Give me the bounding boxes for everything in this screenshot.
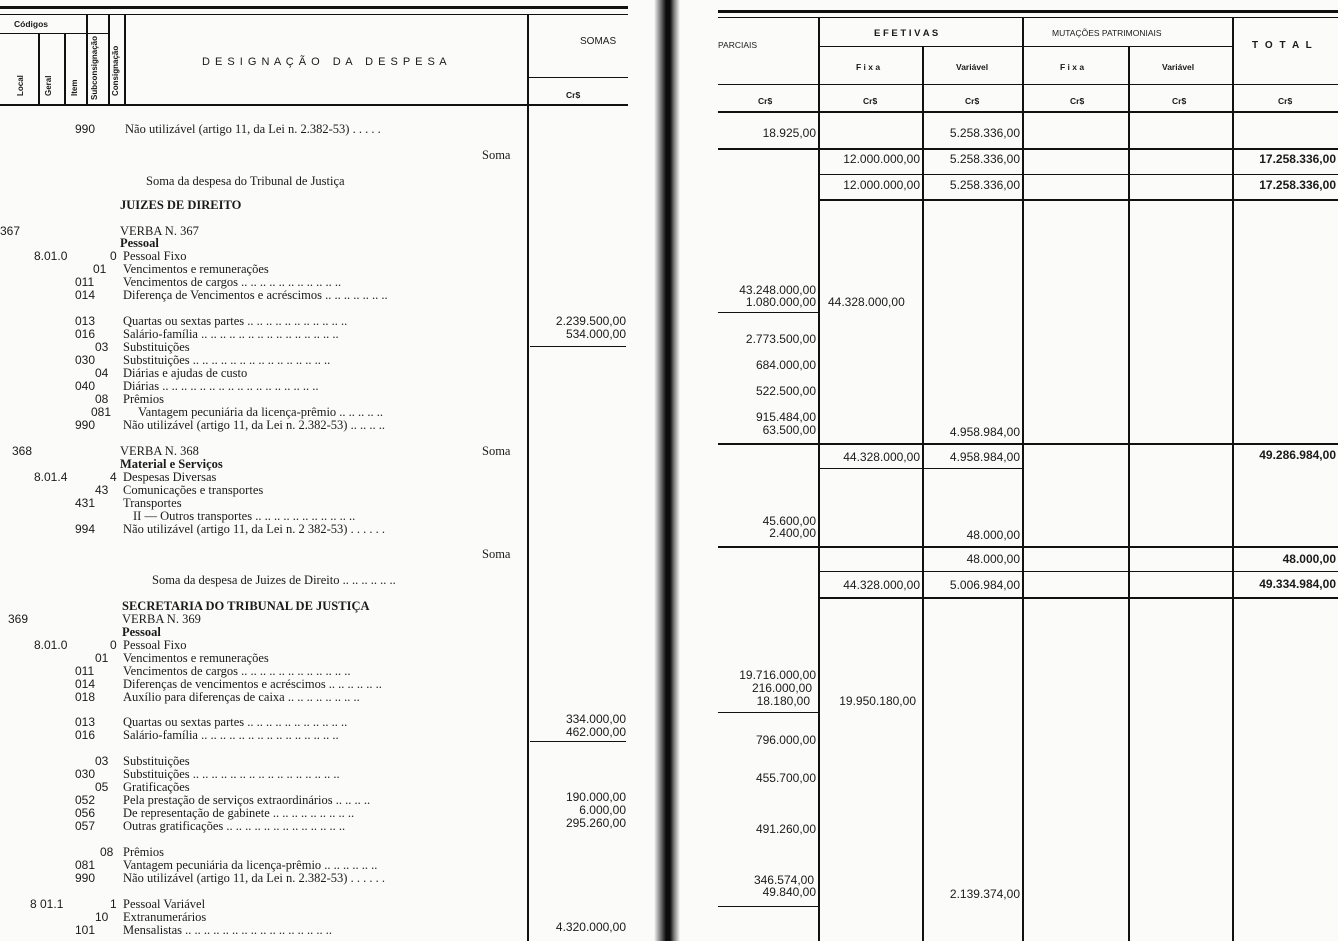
line-text: Despesas Diversas	[123, 470, 217, 484]
variavel-value: 4.958.984,00	[949, 425, 1020, 439]
sub-code: 431	[75, 496, 96, 510]
sub-code: 08	[95, 392, 109, 406]
line-text: Outras gratificações .. .. .. .. .. .. .. .. .. .. .. .. ..	[123, 819, 346, 833]
sum-rule	[718, 712, 818, 713]
line-text: Quartas ou sextas partes .. .. .. .. .. .. .. .. .. .. ..	[123, 715, 348, 729]
sub-code: 018	[75, 690, 96, 704]
line-text: Não utilizável (artigo 11, da Lei n. 2 382-53) . . . . . .	[123, 522, 385, 536]
parcial-value: 2.773.500,00	[745, 332, 816, 346]
total-value: 17.258.336,00	[1259, 178, 1336, 192]
fixa-header: F i x a	[856, 62, 881, 72]
fixa-value: 12.000.000,00	[843, 152, 920, 166]
soma-value: 295.260,00	[565, 816, 626, 830]
parcial-value: 915.484,00	[755, 410, 816, 424]
line-text: Diárias .. .. .. .. .. .. .. .. .. .. .. .. .. .. .. .. ..	[123, 379, 319, 393]
sum-rule	[718, 906, 818, 907]
sub-code: 01	[95, 651, 109, 665]
currency-label: Cr$	[758, 96, 773, 106]
currency-label: Cr$	[965, 96, 980, 106]
fixa-value: 19.950.180,00	[839, 694, 916, 708]
soma-value: 190.000,00	[565, 790, 626, 804]
col-divider	[124, 14, 126, 104]
codigos-rule	[0, 33, 110, 34]
parcial-value: 49.840,00	[762, 885, 816, 899]
sub-code: 03	[95, 754, 109, 768]
header-top-rule	[718, 10, 1338, 13]
sub-code: 014	[75, 288, 96, 302]
soma-label: Soma	[482, 444, 511, 458]
parcial-value: 216.000,00	[751, 681, 812, 695]
variavel-header: Variável	[956, 62, 989, 72]
line-text: Prêmios	[123, 845, 164, 859]
sub-code: 081	[75, 858, 96, 872]
total-line: Soma da despesa de Juizes de Direito .. .. .. .. .. ..	[152, 573, 396, 587]
soma-label: Soma	[482, 547, 511, 561]
sub-code: 05	[95, 780, 109, 794]
sub-code: 057	[75, 819, 96, 833]
sub-code: 4	[110, 470, 117, 484]
section-heading: SECRETARIA DO TRIBUNAL DE JUSTIÇA	[122, 599, 370, 613]
line-text: Pessoal Fixo	[123, 638, 187, 652]
col-divider	[1022, 17, 1024, 941]
sub-code: 013	[75, 715, 96, 729]
parcial-value: 18.180,00	[756, 694, 810, 708]
header-bottom-rule	[0, 104, 628, 106]
sub-code: 1	[110, 897, 117, 911]
parcial-value: 684.000,00	[755, 358, 816, 372]
soma-rule	[718, 546, 1338, 548]
fixa-value: 44.328.000,00	[828, 295, 905, 309]
col-divider	[108, 14, 110, 104]
variavel-value: 2.139.374,00	[949, 887, 1020, 901]
sub-code: 08	[100, 845, 114, 859]
local-code: 8 01.1	[30, 897, 64, 911]
total-line: Soma da despesa do Tribunal de Justiça	[146, 174, 345, 188]
parciais-header: PARCIAIS	[718, 40, 758, 50]
verba-title: VERBA N. 367	[120, 224, 199, 238]
sub-code: 011	[75, 664, 95, 678]
verba-code: 369	[8, 612, 29, 626]
somas-rule	[528, 77, 628, 78]
parcial-value: 45.600,00	[762, 514, 816, 528]
sub-code: 016	[75, 327, 96, 341]
soma-value: 6.000,00	[579, 803, 626, 817]
variavel-value: 5.258.336,00	[949, 178, 1020, 192]
total-value: 49.286.984,00	[1259, 448, 1336, 462]
header-rule-3	[718, 84, 1338, 85]
group-title: Pessoal	[122, 625, 161, 639]
variavel-value: 4.958.984,00	[949, 450, 1020, 464]
variavel-value: 48.000,00	[966, 552, 1020, 566]
verba-title: VERBA N. 369	[122, 612, 201, 626]
line-text: Vencimentos e remunerações	[123, 262, 269, 276]
group-title: Pessoal	[120, 236, 159, 250]
sub-code: 0	[110, 638, 117, 652]
line-text: Vencimentos de cargos .. .. .. .. .. .. .. .. .. .. ..	[123, 275, 342, 289]
line-text: Não utilizável (artigo 11, da Lei n. 2.382-53) . . . . . .	[123, 871, 385, 885]
left-page	[0, 0, 660, 941]
line-text: Prêmios	[123, 392, 164, 406]
line-text: Diferenças de vencimentos e acréscimos .. .. .. .. .. ..	[123, 677, 382, 691]
line-text: Vencimentos de cargos .. .. .. .. .. .. .. .. .. .. .. ..	[123, 664, 351, 678]
header-bottom-rule	[718, 111, 1338, 113]
sub-code: 04	[95, 366, 109, 380]
sub-code: 101	[75, 923, 96, 937]
line-text: Pessoal Variável	[123, 897, 206, 911]
parcial-value: 2.400,00	[769, 526, 816, 540]
line-text: Gratificações	[123, 780, 190, 794]
somas-column-rule	[527, 14, 529, 941]
sub-code: 43	[95, 483, 109, 497]
soma-value: 334.000,00	[565, 712, 626, 726]
line-text: De representação de gabinete .. .. .. .. .. .. .. .. ..	[123, 806, 355, 820]
line-text: II — Outros transportes .. .. .. .. .. .. .. .. .. .. ..	[133, 509, 356, 523]
line-text: Quartas ou sextas partes .. .. .. .. .. .. .. .. .. .. ..	[123, 314, 348, 328]
variavel-header: Variável	[1162, 62, 1195, 72]
verba-code: 368	[12, 444, 33, 458]
line-text: Substituições	[123, 754, 190, 768]
soma-value: 2.239.500,00	[555, 314, 626, 328]
soma-rule	[818, 468, 1024, 469]
sub-code: 10	[95, 910, 109, 924]
sub-code: 990	[75, 418, 96, 432]
line-text: Salário-família .. .. .. .. .. .. .. .. .. .. .. .. .. .. ..	[123, 728, 339, 742]
section-heading: JUIZES DE DIREITO	[120, 198, 242, 212]
header-rule-2	[0, 14, 628, 15]
parcial-value: 455.700,00	[755, 771, 816, 785]
group-title: Material e Serviços	[120, 457, 223, 471]
somas-currency: Cr$	[566, 90, 581, 100]
sub-code: 081	[91, 405, 112, 419]
sum-rule	[530, 346, 626, 347]
parcial-value: 522.500,00	[755, 384, 816, 398]
parcial-value: 19.716.000,00	[739, 668, 816, 682]
codigos-label: Códigos	[14, 19, 48, 29]
col-item: Item	[70, 79, 79, 96]
soma-rule	[818, 199, 1338, 201]
sub-code: 013	[75, 314, 96, 328]
line-text: Vencimentos e remunerações	[123, 651, 269, 665]
sub-code: 014	[75, 677, 96, 691]
sub-code: 052	[75, 793, 96, 807]
parcial-value: 491.260,00	[755, 822, 816, 836]
header-top-rule	[0, 6, 628, 9]
right-page	[678, 0, 1338, 941]
currency-label: Cr$	[1070, 96, 1085, 106]
local-code: 8.01.0	[34, 638, 68, 652]
line-text: Não utilizável (artigo 11, da Lei n. 2.382-53) .. .. .. ..	[123, 418, 385, 432]
total-value: 49.334.984,00	[1259, 577, 1336, 591]
book-gutter	[654, 0, 680, 941]
line-text: Vantagem pecuniária da licença-prêmio .. .. .. .. .. ..	[123, 858, 378, 872]
parcial-value: 18.925,00	[762, 126, 816, 140]
subheader-rule	[818, 46, 1233, 47]
soma-value: 534.000,00	[565, 327, 626, 341]
variavel-value: 5.258.336,00	[949, 152, 1020, 166]
soma-rule	[818, 571, 1338, 572]
sum-rule	[718, 312, 818, 313]
efetivas-header: E F E T I V A S	[874, 28, 939, 39]
sum-rule	[530, 741, 626, 742]
line-text: Diárias e ajudas de custo	[123, 366, 248, 380]
line-text: Salário-família .. .. .. .. .. .. .. .. .. .. .. .. .. .. ..	[123, 327, 339, 341]
soma-value: 4.320.000,00	[555, 920, 626, 934]
sub-code: 030	[75, 767, 96, 781]
line-text: Vantagem pecuniária da licença-prêmio .. .. .. .. ..	[138, 405, 384, 419]
total-value: 48.000,00	[1282, 552, 1336, 566]
line-text: Substituições .. .. .. .. .. .. .. .. .. .. .. .. .. .. .. ..	[123, 767, 340, 781]
line-text: Substituições .. .. .. .. .. .. .. .. .. .. .. .. .. .. ..	[123, 353, 331, 367]
verba-code: 367	[0, 224, 21, 238]
line-text: Substituições	[123, 340, 190, 354]
variavel-value: 5.006.984,00	[949, 578, 1020, 592]
soma-rule	[718, 148, 1338, 150]
line-text: Diferença de Vencimentos e acréscimos .. .. .. .. .. .. ..	[123, 288, 388, 302]
parcial-value: 1.080.000,00	[745, 295, 816, 309]
variavel-value: 5.258.336,00	[949, 126, 1020, 140]
soma-rule	[818, 597, 1338, 599]
sub-code: 040	[75, 379, 96, 393]
variavel-value: 48.000,00	[966, 528, 1020, 542]
col-geral: Geral	[44, 75, 53, 96]
col-local: Local	[16, 75, 25, 96]
line-text: Extranumerários	[123, 910, 207, 924]
soma-label: Soma	[482, 148, 511, 162]
soma-rule	[718, 443, 1338, 445]
total-header: T O T A L	[1252, 40, 1314, 51]
line-text: Transportes	[123, 496, 182, 510]
fixa-value: 44.328.000,00	[843, 578, 920, 592]
line-text: Mensalistas .. .. .. .. .. .. .. .. .. .. .. .. .. .. .. ..	[123, 923, 333, 937]
col-divider	[86, 14, 88, 104]
header-rule-2	[718, 17, 1338, 18]
line-text: Comunicações e transportes	[123, 483, 264, 497]
parcial-value: 63.500,00	[762, 423, 816, 437]
col-divider	[64, 33, 66, 104]
sub-code: 994	[75, 522, 96, 536]
sub-code: 0	[110, 249, 117, 263]
sub-code: 030	[75, 353, 96, 367]
designacao-header: D E S I G N A Ç Ã O D A D E S P E S A	[202, 56, 448, 68]
soma-rule	[818, 174, 1338, 175]
mutacoes-header: MUTAÇÕES PATRIMONIAIS	[1052, 28, 1162, 38]
sub-code: 011	[75, 275, 95, 289]
parcial-value: 796.000,00	[755, 733, 816, 747]
col-consignacao: Consignação	[111, 45, 120, 96]
col-divider	[1128, 46, 1130, 941]
sub-code: 990	[75, 871, 96, 885]
parcial-value: 43.248.000,00	[739, 283, 816, 297]
sub-code: 990	[75, 122, 96, 136]
local-code: 8.01.4	[34, 470, 68, 484]
line-text: Pessoal Fixo	[123, 249, 187, 263]
col-divider	[38, 33, 40, 104]
local-code: 8.01.0	[34, 249, 68, 263]
sub-code: 01	[93, 262, 107, 276]
soma-value: 462.000,00	[565, 725, 626, 739]
somas-header: SOMAS	[580, 36, 617, 47]
fixa-value: 12.000.000,00	[843, 178, 920, 192]
verba-title: VERBA N. 368	[120, 444, 199, 458]
fixa-header: F i x a	[1060, 62, 1085, 72]
line-text: Auxílio para diferenças de caixa .. .. .. .. .. .. .. ..	[123, 690, 360, 704]
sub-code: 016	[75, 728, 96, 742]
currency-label: Cr$	[1172, 96, 1187, 106]
parcial-value: 346.574,00	[753, 873, 814, 887]
sub-code: 03	[95, 340, 109, 354]
currency-label: Cr$	[863, 96, 878, 106]
col-subconsignacao: Subconsignação	[90, 35, 99, 100]
fixa-value: 44.328.000,00	[843, 450, 920, 464]
currency-label: Cr$	[1278, 96, 1293, 106]
line-text: Não utilizável (artigo 11, da Lei n. 2.382-53) . . . . .	[125, 122, 381, 136]
total-value: 17.258.336,00	[1259, 152, 1336, 166]
line-text: Pela prestação de serviços extraordinários .. .. .. ..	[123, 793, 371, 807]
sub-code: 056	[75, 806, 96, 820]
